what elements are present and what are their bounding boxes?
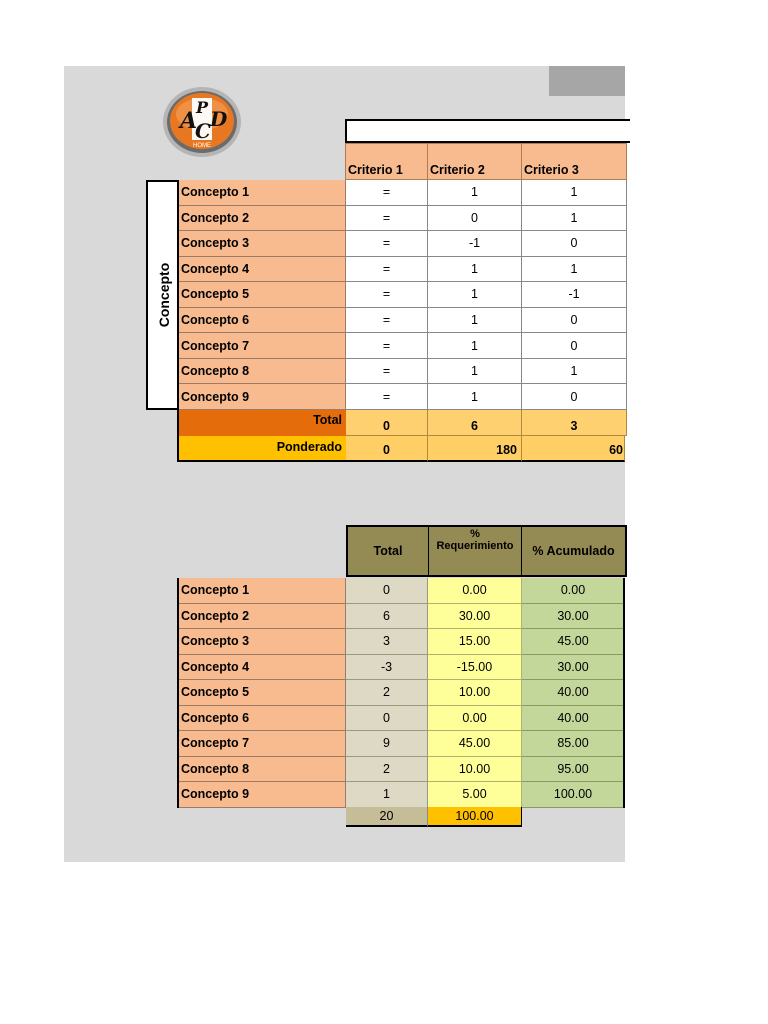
summary-header-req-pct: % xyxy=(470,528,480,540)
matrix-cell-criterio-2: 1 xyxy=(428,257,522,283)
apcd-logo xyxy=(162,86,242,158)
summary-grand-total: 20 xyxy=(346,807,428,827)
summary-req-cell: 10.00 xyxy=(428,757,522,783)
summary-acum-cell: 30.00 xyxy=(522,604,625,630)
concepto-side-label xyxy=(146,180,179,410)
summary-concept-label: Concepto 4 xyxy=(179,655,346,681)
matrix-cell-criterio-3: 0 xyxy=(522,231,627,257)
summary-total-cell: 3 xyxy=(346,629,428,655)
matrix-cell-criterio-1: = xyxy=(346,384,428,410)
summary-acum-cell: 100.00 xyxy=(522,782,625,808)
summary-acum-cell: 85.00 xyxy=(522,731,625,757)
summary-acum-cell: 95.00 xyxy=(522,757,625,783)
matrix-cell-criterio-3: 0 xyxy=(522,333,627,359)
summary-req-cell: 5.00 xyxy=(428,782,522,808)
matrix-cell-criterio-1: = xyxy=(346,257,428,283)
logo-letter-a: A xyxy=(180,108,198,134)
matrix-cell-criterio-3: 0 xyxy=(522,384,627,410)
summary-req-cell: 0.00 xyxy=(428,706,522,732)
ponderado-criterio-1: 0 xyxy=(346,436,428,462)
summary-header-total: Total xyxy=(346,525,429,577)
summary-acum-cell: 0.00 xyxy=(522,578,625,604)
summary-concept-label: Concepto 3 xyxy=(179,629,346,655)
matrix-cell-criterio-1: = xyxy=(346,359,428,385)
summary-total-cell: -3 xyxy=(346,655,428,681)
total-label: Total xyxy=(179,410,346,436)
summary-acum-cell: 45.00 xyxy=(522,629,625,655)
summary-req-cell: -15.00 xyxy=(428,655,522,681)
matrix-concept-label: Concepto 2 xyxy=(179,206,346,232)
summary-total-cell: 9 xyxy=(346,731,428,757)
summary-grand-req: 100.00 xyxy=(428,807,522,827)
logo-letter-d: D xyxy=(210,107,228,131)
matrix-concept-label: Concepto 4 xyxy=(179,257,346,283)
matrix-concept-label: Concepto 7 xyxy=(179,333,346,359)
summary-req-cell: 10.00 xyxy=(428,680,522,706)
total-criterio-2: 6 xyxy=(428,410,522,436)
total-criterio-3: 3 xyxy=(522,410,627,436)
matrix-cell-criterio-2: 1 xyxy=(428,359,522,385)
summary-acum-cell: 40.00 xyxy=(522,680,625,706)
summary-total-cell: 1 xyxy=(346,782,428,808)
matrix-concept-label: Concepto 5 xyxy=(179,282,346,308)
matrix-cell-criterio-2: 1 xyxy=(428,384,522,410)
matrix-concept-label: Concepto 1 xyxy=(179,180,346,206)
logo-letter-p: P xyxy=(196,98,209,117)
summary-req-cell: 15.00 xyxy=(428,629,522,655)
summary-acum-cell: 40.00 xyxy=(522,706,625,732)
summary-req-cell: 30.00 xyxy=(428,604,522,630)
summary-concept-label: Concepto 7 xyxy=(179,731,346,757)
matrix-cell-criterio-1: = xyxy=(346,231,428,257)
logo-letter-c: C xyxy=(195,119,211,143)
matrix-cell-criterio-3: 1 xyxy=(522,257,627,283)
summary-total-cell: 0 xyxy=(346,578,428,604)
summary-total-cell: 0 xyxy=(346,706,428,732)
ponderado-criterio-2: 180 xyxy=(428,436,522,462)
matrix-cell-criterio-3: 0 xyxy=(522,308,627,334)
matrix-cell-criterio-2: 1 xyxy=(428,282,522,308)
summary-concept-label: Concepto 8 xyxy=(179,757,346,783)
summary-acum-cell: 30.00 xyxy=(522,655,625,681)
matrix-title-box xyxy=(345,119,630,143)
ponderado-criterio-3: 60 xyxy=(522,436,625,462)
summary-header-acum: % Acumulado xyxy=(521,525,627,577)
matrix-cell-criterio-1: = xyxy=(346,206,428,232)
logo-caption: HOME xyxy=(193,143,211,149)
total-criterio-1: 0 xyxy=(346,410,428,436)
concepto-side-text: Concepto xyxy=(155,262,172,328)
matrix-cell-criterio-3: 1 xyxy=(522,206,627,232)
summary-req-cell: 45.00 xyxy=(428,731,522,757)
matrix-cell-criterio-2: 1 xyxy=(428,333,522,359)
matrix-cell-criterio-2: 0 xyxy=(428,206,522,232)
matrix-concept-label: Concepto 6 xyxy=(179,308,346,334)
matrix-cell-criterio-2: 1 xyxy=(428,180,522,206)
summary-req-cell: 0.00 xyxy=(428,578,522,604)
matrix-cell-criterio-3: 1 xyxy=(522,359,627,385)
matrix-cell-criterio-1: = xyxy=(346,180,428,206)
matrix-cell-criterio-3: 1 xyxy=(522,180,627,206)
summary-concept-label: Concepto 5 xyxy=(179,680,346,706)
matrix-concept-label: Concepto 8 xyxy=(179,359,346,385)
matrix-cell-criterio-1: = xyxy=(346,308,428,334)
summary-total-cell: 6 xyxy=(346,604,428,630)
criterion-header-2: Criterio 2 xyxy=(427,143,522,180)
summary-concept-label: Concepto 2 xyxy=(179,604,346,630)
summary-column-border xyxy=(177,578,179,808)
gray-header-block xyxy=(549,66,625,96)
summary-concept-label: Concepto 6 xyxy=(179,706,346,732)
matrix-concept-label: Concepto 9 xyxy=(179,384,346,410)
summary-concept-label: Concepto 9 xyxy=(179,782,346,808)
summary-total-cell: 2 xyxy=(346,757,428,783)
ponderado-label: Ponderado xyxy=(179,436,346,462)
matrix-cell-criterio-2: 1 xyxy=(428,308,522,334)
summary-concept-label: Concepto 1 xyxy=(179,578,346,604)
matrix-cell-criterio-3: -1 xyxy=(522,282,627,308)
summary-header-req-text: Requerimiento xyxy=(436,540,514,552)
matrix-cell-criterio-1: = xyxy=(346,333,428,359)
summary-total-cell: 2 xyxy=(346,680,428,706)
summary-header-req xyxy=(428,525,522,577)
matrix-cell-criterio-2: -1 xyxy=(428,231,522,257)
criterion-header-3: Criterio 3 xyxy=(521,143,627,180)
matrix-cell-criterio-1: = xyxy=(346,282,428,308)
criterion-header-1: Criterio 1 xyxy=(345,143,428,180)
matrix-concept-label: Concepto 3 xyxy=(179,231,346,257)
summary-right-border xyxy=(623,578,625,808)
